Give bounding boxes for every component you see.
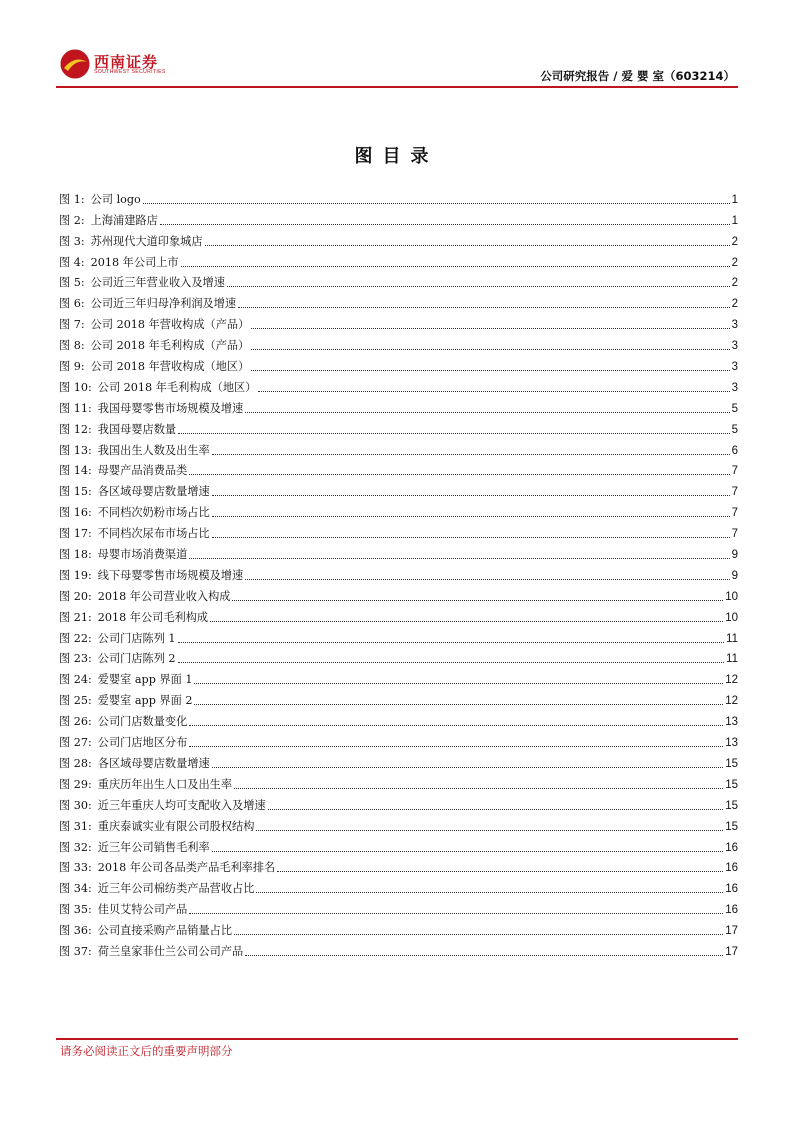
toc-entry-number: 图 3: [59, 234, 85, 248]
toc-entry-number: 图 26: [59, 715, 92, 729]
toc-entry-label: 重庆泰诚实业有限公司股权结构 [97, 819, 255, 833]
toc-entry-leader [189, 724, 723, 726]
toc-entry-page: 17 [725, 925, 738, 938]
toc-entry-page: 12 [725, 695, 738, 708]
toc-entry-number: 图 10: [59, 380, 92, 394]
toc-entry[interactable] [59, 855, 738, 876]
toc-entry-number: 图 16: [59, 506, 92, 520]
company-logo [60, 47, 170, 81]
toc-entry-page: 10 [725, 590, 738, 603]
toc-entry-page: 3 [731, 340, 738, 353]
toc-entry-page: 9 [731, 569, 738, 582]
toc-entry-label: 2018 年公司毛利构成 [97, 610, 209, 624]
toc-entry-label: 公司 2018 年营收构成（产品） [90, 318, 250, 332]
toc-entry-page: 3 [731, 361, 738, 374]
toc-entry[interactable] [59, 520, 738, 541]
logo-text-en: SOUTHWEST SECURITIES [94, 69, 166, 75]
toc-entry-page: 2 [731, 235, 738, 248]
toc-entry[interactable] [59, 249, 738, 270]
toc-entry[interactable] [59, 813, 738, 834]
toc-entry[interactable] [59, 311, 738, 332]
toc-entry-leader [227, 285, 730, 287]
toc-entry-page: 7 [731, 528, 738, 541]
toc-entry-label: 不同档次尿布市场占比 [97, 527, 210, 541]
toc-entry-number: 图 30: [59, 798, 92, 812]
toc-entry-label: 母婴产品消费品类 [97, 464, 188, 478]
toc-entry[interactable] [59, 395, 738, 416]
toc-entry-number: 图 14: [59, 464, 92, 478]
toc-entry-page: 9 [731, 549, 738, 562]
toc-entry-page: 2 [731, 277, 738, 290]
toc-entry-leader [189, 745, 723, 747]
toc-entry-page: 16 [725, 841, 738, 854]
toc-entry[interactable] [59, 604, 738, 625]
toc-entry-leader [256, 829, 723, 831]
footer-divider [56, 1038, 738, 1040]
toc-entry-label: 各区域母婴店数量增速 [97, 756, 210, 770]
toc-entry[interactable] [59, 541, 738, 562]
toc-entry-leader [143, 202, 730, 204]
toc-entry-page: 3 [731, 319, 738, 332]
toc-entry-number: 图 23: [59, 652, 92, 666]
toc-entry[interactable] [59, 353, 738, 374]
toc-entry-page: 13 [725, 737, 738, 750]
toc-entry[interactable] [59, 186, 738, 207]
toc-entry-label: 荷兰皇家菲仕兰公司公司产品 [97, 944, 244, 958]
toc-entry-label: 我国母婴零售市场规模及增速 [97, 401, 244, 415]
toc-entry-label: 爱婴室 app 界面 1 [97, 673, 193, 687]
toc-title: 图目录 [354, 146, 439, 167]
toc-entry-number: 图 22: [59, 631, 92, 645]
toc-entry-number: 图 18: [59, 548, 92, 562]
toc-entry-page: 10 [725, 611, 738, 624]
toc-entry[interactable] [59, 938, 738, 959]
toc-entry-page: 1 [731, 193, 738, 206]
toc-entry-leader [178, 432, 730, 434]
toc-entry[interactable] [59, 416, 738, 437]
toc-entry-page: 15 [725, 757, 738, 770]
toc-entry[interactable] [59, 478, 738, 499]
toc-entry-label: 各区域母婴店数量增速 [97, 485, 210, 499]
toc-entry-page: 7 [731, 486, 738, 499]
toc-entry-number: 图 36: [59, 924, 92, 938]
toc-entry-number: 图 29: [59, 777, 92, 791]
toc-entry-label: 重庆历年出生人口及出生率 [97, 777, 233, 791]
logo-text-cn: 西南证券 [94, 53, 159, 71]
toc-entry[interactable] [59, 228, 738, 249]
toc-entry-label: 2018 年公司上市 [90, 255, 179, 269]
toc-entry-number: 图 8: [59, 339, 85, 353]
toc-entry-number: 图 35: [59, 903, 92, 917]
toc-entry-label: 母婴市场消费渠道 [97, 548, 188, 562]
toc-entry-number: 图 9: [59, 360, 85, 374]
toc-entry-page: 17 [725, 945, 738, 958]
header-divider [56, 86, 738, 88]
toc-entry-label: 公司近三年营业收入及增速 [90, 276, 225, 290]
toc-entry-number: 图 4: [59, 255, 85, 269]
toc-entry-number: 图 34: [59, 882, 92, 896]
toc-entry-number: 图 20: [59, 589, 92, 603]
toc-entry-page: 16 [725, 862, 738, 875]
toc-entry-number: 图 37: [59, 944, 92, 958]
toc-entry-number: 图 12: [59, 422, 92, 436]
toc-entry-leader [212, 515, 730, 517]
toc-entry-label: 近三年公司销售毛利率 [97, 840, 210, 854]
toc-entry-number: 图 5: [59, 276, 85, 290]
toc-entry-label: 公司 2018 年毛利构成（地区） [97, 380, 257, 394]
toc-entry-number: 图 21: [59, 610, 92, 624]
toc-entry-page: 11 [726, 632, 738, 645]
toc-entry-page: 15 [725, 778, 738, 791]
toc-entry-label: 公司 2018 年毛利构成（产品） [90, 339, 250, 353]
toc-entry-leader [212, 850, 724, 852]
toc-entry-leader [245, 578, 729, 580]
toc-entry[interactable] [59, 625, 738, 646]
toc-entry[interactable] [59, 562, 738, 583]
toc-entry-page: 7 [731, 507, 738, 520]
toc-entry-label: 2018 年公司各品类产品毛利率排名 [97, 861, 276, 875]
toc-entry-leader [258, 390, 729, 392]
toc-entry-label: 公司 logo [90, 192, 141, 206]
footer-disclaimer: 请务必阅读正文后的重要声明部分 [60, 1044, 233, 1058]
toc-entry-label: 公司门店数量变化 [97, 715, 188, 729]
toc-entry-number: 图 24: [59, 673, 92, 687]
toc-entry-page: 2 [731, 298, 738, 311]
toc-entry-number: 图 33: [59, 861, 92, 875]
toc-entry[interactable] [59, 917, 738, 938]
toc-entry-leader [194, 703, 723, 705]
toc-entry[interactable] [59, 583, 738, 604]
toc-entry-number: 图 28: [59, 756, 92, 770]
toc-entry-number: 图 19: [59, 568, 92, 582]
toc-entry-label: 佳贝艾特公司产品 [97, 903, 188, 917]
toc-entry-number: 图 25: [59, 694, 92, 708]
toc-entry-label: 不同档次奶粉市场占比 [97, 506, 210, 520]
toc-entry[interactable] [59, 666, 738, 687]
toc-entry-page: 3 [731, 381, 738, 394]
toc-entry-label: 公司门店地区分布 [97, 736, 188, 750]
toc-entry-page: 7 [731, 465, 738, 478]
toc-entry-leader [212, 453, 730, 455]
toc-entry-label: 我国出生人数及出生率 [97, 443, 210, 457]
toc-entry[interactable] [59, 792, 738, 813]
toc-entry-leader [251, 348, 729, 350]
figure-toc-list [59, 186, 738, 959]
toc-entry-label: 爱婴室 app 界面 2 [97, 694, 193, 708]
toc-entry-page: 1 [731, 214, 738, 227]
toc-entry-leader [234, 787, 723, 789]
toc-entry-leader [251, 369, 729, 371]
toc-entry-number: 图 13: [59, 443, 92, 457]
toc-entry-page: 16 [725, 904, 738, 917]
toc-entry-leader [277, 870, 723, 872]
toc-entry-leader [212, 766, 724, 768]
toc-entry[interactable] [59, 687, 738, 708]
toc-entry-number: 图 15: [59, 485, 92, 499]
toc-entry-leader [189, 912, 723, 914]
toc-entry-leader [234, 933, 723, 935]
toc-entry-label: 2018 年公司营业收入构成 [97, 589, 231, 603]
toc-entry[interactable] [59, 374, 738, 395]
toc-entry[interactable] [59, 896, 738, 917]
toc-entry-number: 图 27: [59, 736, 92, 750]
toc-entry-page: 2 [731, 256, 738, 269]
toc-entry-leader [245, 411, 729, 413]
toc-entry-label: 苏州现代大道印象城店 [90, 234, 203, 248]
toc-entry-leader [205, 244, 730, 246]
toc-entry-number: 图 32: [59, 840, 92, 854]
toc-entry-page: 16 [725, 883, 738, 896]
toc-entry-leader [268, 808, 724, 810]
toc-entry-page: 13 [725, 716, 738, 729]
toc-entry[interactable] [59, 729, 738, 750]
toc-entry-number: 图 7: [59, 318, 85, 332]
toc-entry-leader [232, 599, 723, 601]
toc-entry-page: 11 [726, 653, 738, 666]
toc-entry-leader [210, 620, 723, 622]
toc-entry-label: 我国母婴店数量 [97, 422, 177, 436]
toc-entry-leader [178, 661, 724, 663]
toc-entry[interactable] [59, 875, 738, 896]
toc-entry[interactable] [59, 207, 738, 228]
toc-entry[interactable] [59, 290, 738, 311]
toc-entry-leader [181, 265, 730, 267]
toc-entry[interactable] [59, 458, 738, 479]
toc-entry[interactable] [59, 771, 738, 792]
toc-entry-label: 上海浦建路店 [90, 213, 158, 227]
toc-entry-label: 公司 2018 年营收构成（地区） [90, 360, 250, 374]
toc-entry-leader [251, 327, 729, 329]
report-title: 公司研究报告 / 爱 婴 室（603214） [540, 69, 735, 83]
toc-entry-page: 12 [725, 674, 738, 687]
toc-entry-label: 近三年公司棉纺类产品营收占比 [97, 882, 255, 896]
toc-entry-label: 线下母婴零售市场规模及增速 [97, 568, 244, 582]
toc-entry-label: 近三年重庆人均可支配收入及增速 [97, 798, 266, 812]
toc-entry-leader [160, 223, 730, 225]
toc-entry-number: 图 1: [59, 192, 85, 206]
toc-entry-label: 公司门店陈列 1 [97, 631, 176, 645]
toc-entry-number: 图 31: [59, 819, 92, 833]
toc-entry[interactable] [59, 834, 738, 855]
toc-entry-page: 15 [725, 820, 738, 833]
logo-mark-icon [60, 49, 90, 79]
toc-entry-number: 图 17: [59, 527, 92, 541]
toc-entry[interactable] [59, 708, 738, 729]
toc-entry-leader [194, 682, 723, 684]
toc-entry-leader [212, 494, 730, 496]
toc-entry-page: 6 [731, 444, 738, 457]
toc-entry-page: 5 [731, 423, 738, 436]
toc-entry-page: 5 [731, 402, 738, 415]
toc-entry-page: 15 [725, 799, 738, 812]
toc-entry-leader [189, 557, 729, 559]
toc-entry-leader [189, 473, 729, 475]
toc-entry-leader [256, 891, 723, 893]
toc-entry-label: 公司门店陈列 2 [97, 652, 176, 666]
toc-entry[interactable] [59, 750, 738, 771]
toc-entry-leader [245, 954, 723, 956]
toc-entry-number: 图 11: [59, 401, 92, 415]
toc-entry[interactable] [59, 499, 738, 520]
toc-entry[interactable] [59, 270, 738, 291]
toc-entry[interactable] [59, 646, 738, 667]
toc-entry-number: 图 6: [59, 297, 85, 311]
toc-entry[interactable] [59, 332, 738, 353]
toc-entry-leader [178, 641, 724, 643]
toc-entry-leader [238, 306, 730, 308]
toc-entry-number: 图 2: [59, 213, 85, 227]
toc-entry-label: 公司近三年归母净利润及增速 [90, 297, 237, 311]
toc-entry-label: 公司直接采购产品销量占比 [97, 924, 233, 938]
toc-entry[interactable] [59, 437, 738, 458]
toc-entry-leader [212, 536, 730, 538]
